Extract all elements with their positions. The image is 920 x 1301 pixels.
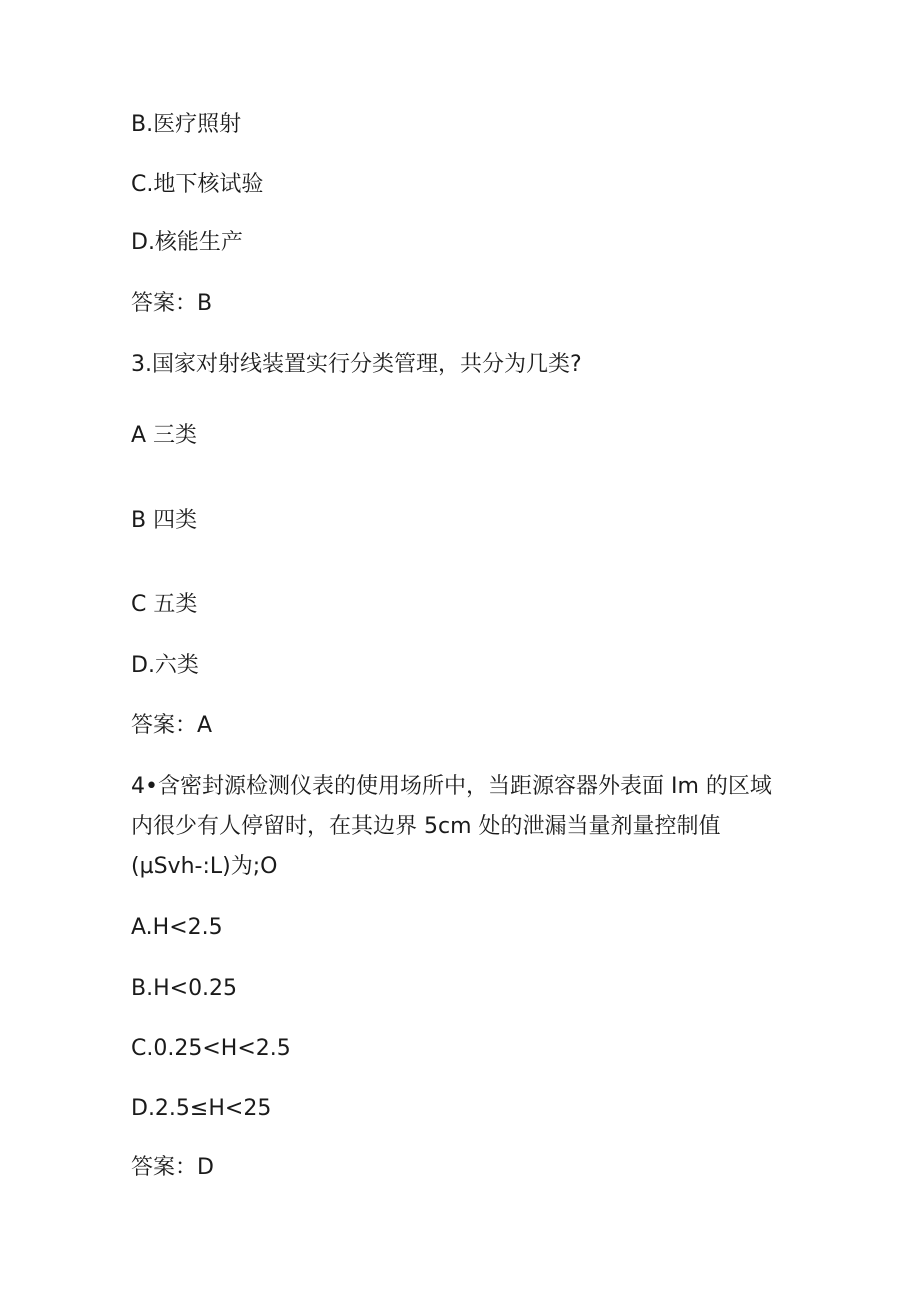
q3-question: 3.国家对射线装置实行分类管理，共分为几类? <box>131 352 582 377</box>
q4-question-line-3: (µSvh-:L)为;O <box>131 854 278 879</box>
q3-option-c: C 五类 <box>131 592 198 617</box>
q3-answer: 答案：A <box>131 713 213 738</box>
q4-answer: 答案：D <box>131 1155 214 1180</box>
q4-question-line-2: 内很少有人停留时，在其边界 5cm 处的泄漏当量剂量控制值 <box>131 814 721 839</box>
q3-option-d: D.六类 <box>131 653 199 678</box>
q2-answer: 答案：B <box>131 291 213 316</box>
q2-option-b: B.医疗照射 <box>131 112 242 137</box>
q3-option-a: A 三类 <box>131 423 198 448</box>
q4-option-b: B.H<0.25 <box>131 976 238 1001</box>
q2-option-c: C.地下核试验 <box>131 172 264 197</box>
q4-question-line-1: 4•含密封源检测仪表的使用场所中，当距源容器外表面 Im 的区域 <box>131 774 772 799</box>
q3-option-b: B 四类 <box>131 508 198 533</box>
q2-option-d: D.核能生产 <box>131 230 243 255</box>
q4-option-a: A.H<2.5 <box>131 915 223 940</box>
q4-option-d: D.2.5≤H<25 <box>131 1096 272 1121</box>
q4-option-c: C.0.25<H<2.5 <box>131 1036 291 1061</box>
